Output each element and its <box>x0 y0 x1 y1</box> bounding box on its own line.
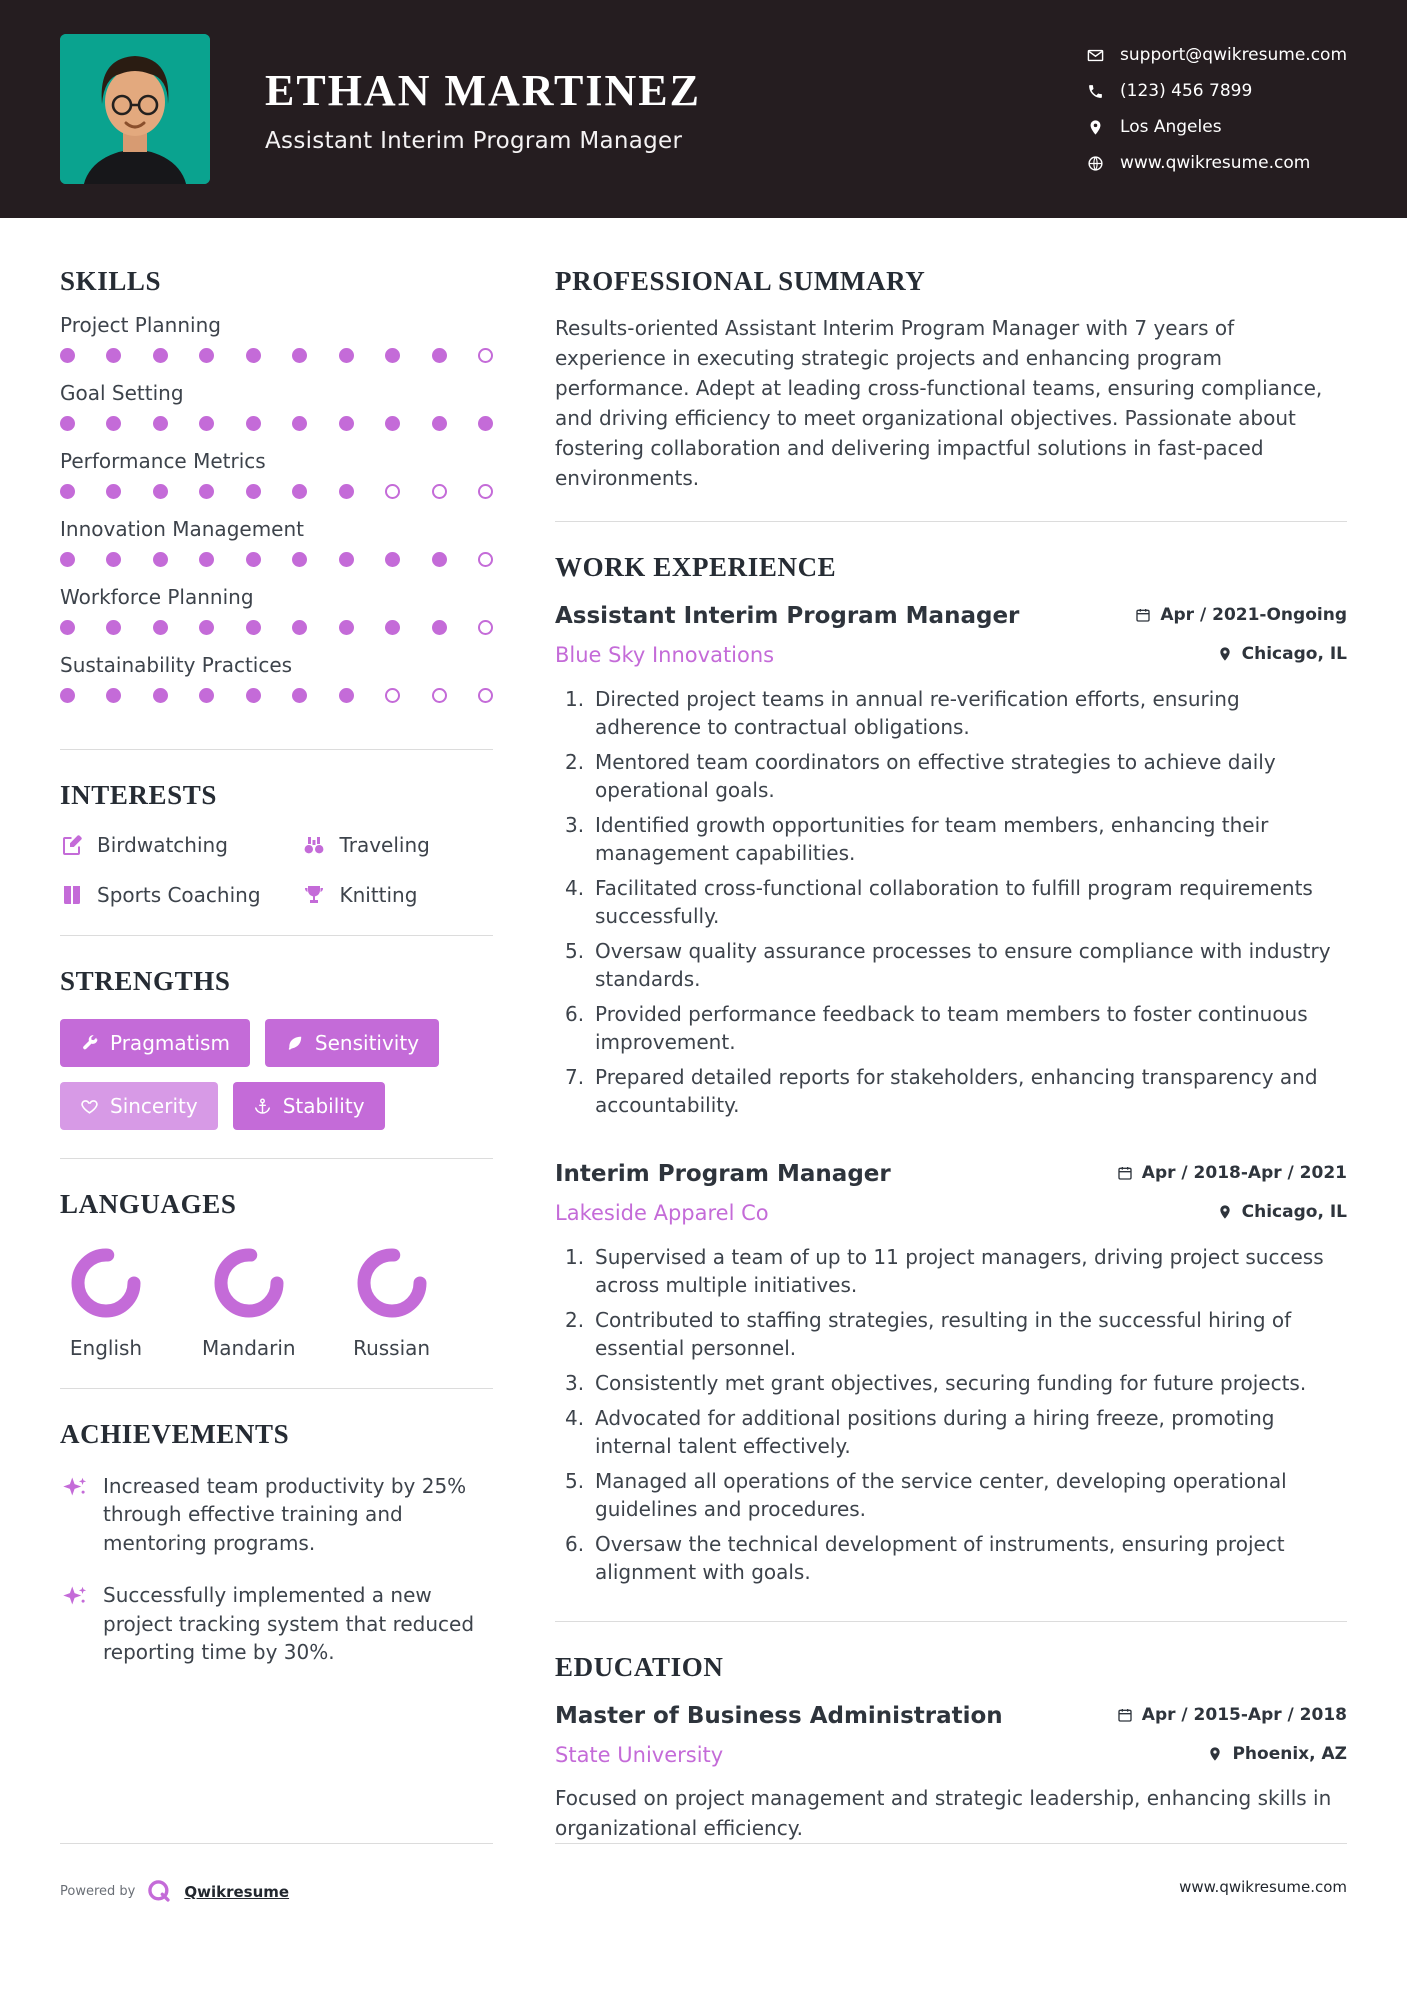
skill-dot <box>246 484 261 499</box>
job-location-text: Chicago, IL <box>1241 644 1347 664</box>
language-label: English <box>69 1336 143 1360</box>
achievement-item <box>60 1581 493 1666</box>
language-item <box>202 1246 296 1360</box>
skill-dot <box>246 416 261 431</box>
skills-list <box>60 313 493 721</box>
language-level-donut <box>69 1246 143 1320</box>
skill-item <box>60 313 493 363</box>
header <box>0 0 1407 218</box>
skill-dot <box>432 484 447 499</box>
calendar-icon <box>1117 1707 1133 1723</box>
powered-by-label: Powered by <box>60 1884 136 1899</box>
right-column <box>555 266 1347 1844</box>
skill-dot <box>432 688 447 703</box>
education-heading: EDUCATION <box>555 1652 724 1682</box>
skill-dot <box>339 688 354 703</box>
job-bullets <box>555 1243 1347 1586</box>
skill-dot <box>292 552 307 567</box>
skill-dot <box>292 348 307 363</box>
skill-dot <box>106 552 121 567</box>
job-company: Lakeside Apparel Co <box>555 1201 769 1225</box>
bullet-number: 1. <box>565 1245 585 1269</box>
interests-heading: INTERESTS <box>60 780 217 810</box>
achievements-heading: ACHIEVEMENTS <box>60 1419 290 1449</box>
achievement-text: Successfully implemented a new project tracking system that reduced reporting time by 30%. <box>103 1583 475 1664</box>
bullet-number: 2. <box>565 1308 585 1332</box>
strength-tag <box>60 1082 218 1130</box>
interest-label: Birdwatching <box>97 833 228 857</box>
skill-dot <box>60 484 75 499</box>
jobs <box>555 603 1347 1593</box>
location-icon <box>1087 119 1104 136</box>
contact-text: (123) 456 7899 <box>1120 81 1253 101</box>
skill-dot <box>153 416 168 431</box>
divider <box>555 1621 1347 1622</box>
bullet-text: Facilitated cross-functional collaboration to fulfill program requirements successfully. <box>595 876 1313 928</box>
skill-dot <box>246 552 261 567</box>
strengths-heading: STRENGTHS <box>60 966 231 996</box>
skill-dot <box>246 348 261 363</box>
qwikresume-link[interactable]: Qwikresume <box>184 1882 290 1901</box>
calendar-icon <box>1135 607 1151 623</box>
qwikresume-logo-icon <box>146 1878 173 1905</box>
skill-item <box>60 381 493 431</box>
job-title: Interim Program Manager <box>555 1161 891 1187</box>
left-column <box>60 266 493 1844</box>
skill-dot <box>385 484 400 499</box>
job-bullet <box>555 685 1347 741</box>
skill-dot <box>385 348 400 363</box>
job-dates <box>1135 605 1347 625</box>
languages-list <box>60 1246 493 1360</box>
trophy-icon <box>302 883 326 907</box>
education-subheader-row <box>555 1735 1347 1767</box>
job-bullet <box>555 811 1347 867</box>
job-dates <box>1117 1163 1347 1183</box>
profile-photo <box>60 34 210 184</box>
bullet-text: Oversaw quality assurance processes to ensure compliance with industry standards. <box>595 939 1331 991</box>
skill-dot <box>153 348 168 363</box>
contact-item[interactable] <box>1087 45 1347 65</box>
strength-label: Sincerity <box>110 1094 198 1118</box>
edit-icon <box>60 833 84 857</box>
job-subheader-row <box>555 635 1347 667</box>
language-label: Russian <box>353 1336 431 1360</box>
bullet-text: Mentored team coordinators on effective strategies to achieve daily operational goals. <box>595 750 1276 802</box>
education-dates <box>1117 1705 1347 1725</box>
job-bullet <box>555 937 1347 993</box>
bullet-number: 7. <box>565 1065 585 1089</box>
skill-dot <box>199 688 214 703</box>
leaf-icon <box>285 1034 304 1053</box>
avatar-illustration <box>60 34 210 184</box>
binoculars-icon <box>302 833 326 857</box>
skill-dot <box>478 416 493 431</box>
bullet-text: Consistently met grant objectives, securing funding for future projects. <box>595 1371 1307 1395</box>
bullet-text: Supervised a team of up to 11 project managers, driving project success across multiple initiatives. <box>595 1245 1324 1297</box>
skill-dot <box>292 688 307 703</box>
interest-label: Knitting <box>339 883 418 907</box>
skill-dot <box>199 552 214 567</box>
contact-list <box>1087 45 1347 173</box>
divider <box>555 521 1347 522</box>
contact-text: www.qwikresume.com <box>1120 153 1311 173</box>
language-item <box>60 1246 152 1360</box>
job <box>555 603 1347 1119</box>
skill-dot <box>153 552 168 567</box>
skill-dot <box>432 620 447 635</box>
strength-tag <box>60 1019 250 1067</box>
divider <box>60 1158 493 1159</box>
skill-dot <box>385 552 400 567</box>
wrench-icon <box>80 1034 99 1053</box>
powered-by-block <box>60 1878 289 1905</box>
job-bullet <box>555 1530 1347 1586</box>
sparkle-icon <box>60 1583 88 1611</box>
bullet-number: 5. <box>565 939 585 963</box>
bullet-text: Identified growth opportunities for team members, enhancing their management capabilities. <box>595 813 1269 865</box>
skill-dot <box>478 688 493 703</box>
strength-label: Pragmatism <box>110 1031 230 1055</box>
bullet-number: 4. <box>565 1406 585 1430</box>
job-title: Assistant Interim Program Manager <box>555 603 1020 629</box>
strength-tag <box>233 1082 385 1130</box>
strength-label: Sensitivity <box>314 1031 420 1055</box>
bullet-number: 6. <box>565 1532 585 1556</box>
skill-dot <box>153 688 168 703</box>
skill-dot <box>199 416 214 431</box>
bullet-text: Contributed to staffing strategies, resulting in the successful hiring of essential personnel. <box>595 1308 1292 1360</box>
interest-item <box>60 883 302 907</box>
job-bullet <box>555 1000 1347 1056</box>
interest-label: Sports Coaching <box>97 883 261 907</box>
interest-item <box>302 883 493 907</box>
job-dates-text: Apr / 2021-Ongoing <box>1160 605 1347 625</box>
education-entry <box>555 1703 1347 1843</box>
job-bullets <box>555 685 1347 1119</box>
skill-dots <box>60 348 493 363</box>
education-description: Focused on project management and strategic leadership, enhancing skills in organizational efficiency. <box>555 1786 1332 1840</box>
job <box>555 1161 1347 1586</box>
skill-dot <box>432 348 447 363</box>
skill-dot <box>60 688 75 703</box>
skill-item <box>60 653 493 703</box>
pin-icon <box>1217 646 1233 662</box>
footer-website: www.qwikresume.com <box>1179 1878 1347 1896</box>
contact-item[interactable] <box>1087 81 1347 101</box>
skill-dot <box>432 552 447 567</box>
education-header-row <box>555 1703 1347 1729</box>
identity-block <box>265 65 701 154</box>
skill-dot <box>199 348 214 363</box>
skill-dot <box>478 552 493 567</box>
skill-name: Sustainability Practices <box>60 653 293 677</box>
strength-tag <box>265 1019 439 1067</box>
skill-dot <box>385 416 400 431</box>
heart-icon <box>80 1097 99 1116</box>
bullet-number: 6. <box>565 1002 585 1026</box>
job-subheader-row <box>555 1193 1347 1225</box>
location-pin-icon <box>1207 1746 1223 1762</box>
interest-item <box>60 833 302 857</box>
email-icon <box>1087 47 1104 64</box>
calendar-icon <box>1117 1165 1133 1181</box>
language-item <box>346 1246 438 1360</box>
skill-dot <box>106 688 121 703</box>
job-bullet <box>555 1306 1347 1362</box>
skill-dot <box>385 688 400 703</box>
summary-text: Results-oriented Assistant Interim Program Manager with 7 years of experience in executing strategic projects and enhancing program performance. Adept at leading cross-functional teams, ensuring compliance, and driving efficiency to meet organizational objectives. Passionate about fostering collaboration and delivering impactful solutions in fast-paced environments. <box>555 316 1323 490</box>
job-location <box>1217 1202 1347 1222</box>
candidate-title: Assistant Interim Program Manager <box>265 127 683 154</box>
job-location-text: Chicago, IL <box>1241 1202 1347 1222</box>
skill-dots <box>60 416 493 431</box>
skill-name: Project Planning <box>60 313 221 337</box>
education-location <box>1207 1744 1347 1764</box>
skill-dot <box>339 620 354 635</box>
skill-item <box>60 517 493 567</box>
bullet-number: 4. <box>565 876 585 900</box>
bullet-text: Oversaw the technical development of instruments, ensuring project alignment with goals. <box>595 1532 1285 1584</box>
pin-icon <box>1217 1204 1233 1220</box>
skill-name: Workforce Planning <box>60 585 254 609</box>
skill-dot <box>106 416 121 431</box>
interests-grid <box>60 833 493 907</box>
summary-heading: PROFESSIONAL SUMMARY <box>555 266 926 296</box>
education-location-text: Phoenix, AZ <box>1232 1744 1347 1764</box>
skill-dot <box>339 348 354 363</box>
achievement-item <box>60 1472 493 1557</box>
language-label: Mandarin <box>202 1336 296 1360</box>
skill-dots <box>60 688 493 703</box>
experience-heading: WORK EXPERIENCE <box>555 552 837 582</box>
skill-item <box>60 585 493 635</box>
contact-item[interactable] <box>1087 153 1347 173</box>
skill-dots <box>60 484 493 499</box>
job-dates-text: Apr / 2018-Apr / 2021 <box>1141 1163 1347 1183</box>
bullet-number: 5. <box>565 1469 585 1493</box>
skill-dot <box>478 620 493 635</box>
contact-text: Los Angeles <box>1120 117 1222 137</box>
skill-item <box>60 449 493 499</box>
job-bullet <box>555 874 1347 930</box>
job-company: Blue Sky Innovations <box>555 643 775 667</box>
sparkle-icon <box>60 1474 88 1502</box>
skill-dot <box>339 484 354 499</box>
skill-dot <box>246 620 261 635</box>
languages-heading: LANGUAGES <box>60 1189 237 1219</box>
job-bullet <box>555 1467 1347 1523</box>
divider <box>60 749 493 750</box>
job-location <box>1217 644 1347 664</box>
skill-dot <box>106 348 121 363</box>
job-bullet <box>555 1369 1347 1397</box>
job-bullet <box>555 748 1347 804</box>
skill-dot <box>292 484 307 499</box>
bullet-number: 1. <box>565 687 585 711</box>
divider <box>60 935 493 936</box>
skill-dot <box>385 620 400 635</box>
skill-dot <box>60 620 75 635</box>
phone-icon <box>1087 83 1104 100</box>
interest-label: Traveling <box>339 833 430 857</box>
bullet-text: Prepared detailed reports for stakeholders, enhancing transparency and accountability. <box>595 1065 1318 1117</box>
contact-item[interactable] <box>1087 117 1347 137</box>
education-dates-text: Apr / 2015-Apr / 2018 <box>1141 1705 1347 1725</box>
strength-label: Stability <box>282 1094 365 1118</box>
skill-dot <box>478 484 493 499</box>
language-level-donut <box>355 1246 429 1320</box>
strengths-list <box>60 1019 493 1130</box>
skill-dot <box>199 620 214 635</box>
skill-dot <box>60 552 75 567</box>
job-header-row <box>555 603 1347 629</box>
footer <box>0 1844 1407 1990</box>
skills-heading: SKILLS <box>60 266 162 296</box>
job-bullet <box>555 1243 1347 1299</box>
skill-dot <box>339 416 354 431</box>
skill-dots <box>60 620 493 635</box>
skill-dot <box>246 688 261 703</box>
anchor-icon <box>253 1097 272 1116</box>
skill-dot <box>432 416 447 431</box>
skill-dot <box>60 348 75 363</box>
job-bullet <box>555 1063 1347 1119</box>
job-bullet <box>555 1404 1347 1460</box>
bullet-text: Provided performance feedback to team members to foster continuous improvement. <box>595 1002 1308 1054</box>
school-name: State University <box>555 1743 724 1767</box>
skill-name: Goal Setting <box>60 381 184 405</box>
skill-dot <box>339 552 354 567</box>
contact-text: support@qwikresume.com <box>1120 45 1347 65</box>
skill-dot <box>153 484 168 499</box>
job-header-row <box>555 1161 1347 1187</box>
achievements-list <box>60 1472 493 1666</box>
bullet-text: Managed all operations of the service center, developing operational guidelines and procedures. <box>595 1469 1287 1521</box>
skill-dot <box>106 484 121 499</box>
skill-name: Performance Metrics <box>60 449 266 473</box>
degree-title: Master of Business Administration <box>555 1703 1003 1729</box>
interest-item <box>302 833 493 857</box>
book-icon <box>60 883 84 907</box>
bullet-text: Advocated for additional positions during a hiring freeze, promoting internal talent effectively. <box>595 1406 1275 1458</box>
skill-dot <box>199 484 214 499</box>
language-level-donut <box>212 1246 286 1320</box>
skill-dot <box>292 620 307 635</box>
skill-dot <box>106 620 121 635</box>
globe-icon <box>1087 155 1104 172</box>
skill-dot <box>292 416 307 431</box>
bullet-text: Directed project teams in annual re-verification efforts, ensuring adherence to contractual obligations. <box>595 687 1240 739</box>
candidate-name: ETHAN MARTINEZ <box>265 65 701 115</box>
achievement-text: Increased team productivity by 25% through effective training and mentoring programs. <box>103 1474 467 1555</box>
divider <box>60 1388 493 1389</box>
skill-name: Innovation Management <box>60 517 304 541</box>
skill-dot <box>60 416 75 431</box>
bullet-number: 3. <box>565 1371 585 1395</box>
skill-dot <box>478 348 493 363</box>
resume-body <box>0 218 1407 1844</box>
bullet-number: 3. <box>565 813 585 837</box>
bullet-number: 2. <box>565 750 585 774</box>
skill-dots <box>60 552 493 567</box>
skill-dot <box>153 620 168 635</box>
